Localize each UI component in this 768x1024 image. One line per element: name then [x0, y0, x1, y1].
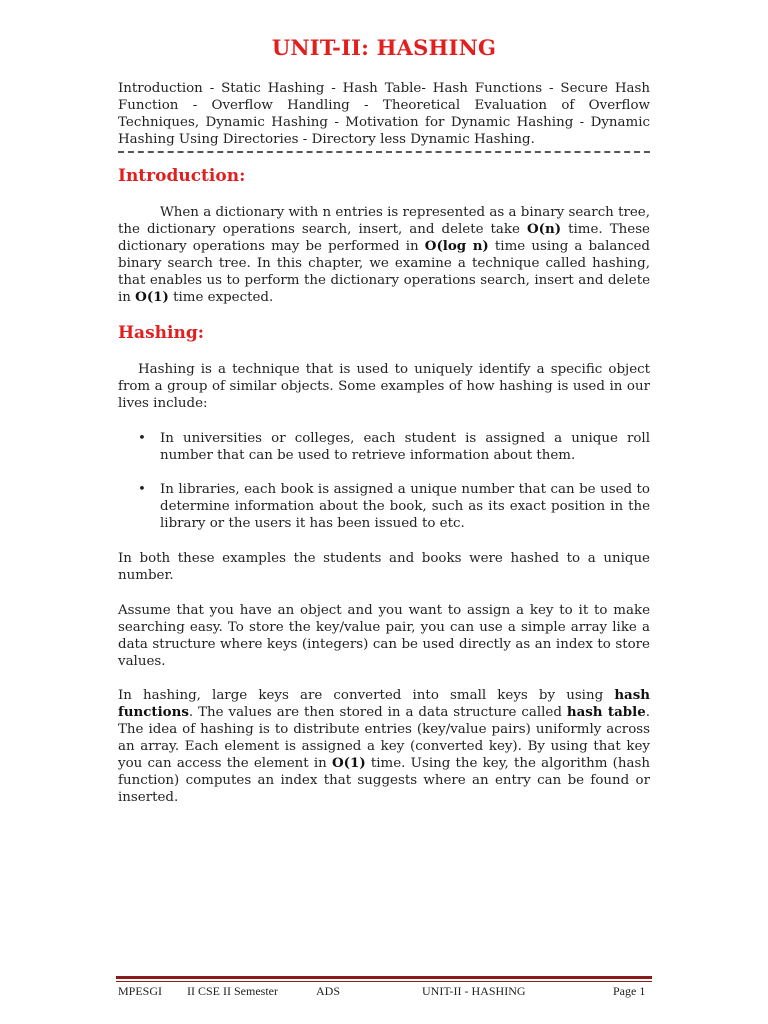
dashed-separator [118, 151, 650, 153]
intro-complexity-o1: O(1) [135, 289, 169, 305]
footer-page-number: Page 1 [613, 984, 646, 998]
page-title: UNIT-II: HASHING [271, 35, 497, 60]
hashing-paragraph-2: In both these examples the students and books were hashed to a unique number. [118, 551, 650, 583]
intro-complexity-on: O(n) [527, 221, 562, 237]
introduction-paragraph [118, 204, 650, 306]
hashing-text-4: time. Using the key, the algorithm (hash function) computes an index that suggests where an entry can be found or inserted. [118, 756, 650, 805]
footer-semester: II CSE II Semester [187, 984, 278, 998]
footer-rule-thick [116, 976, 652, 979]
hashing-intro-paragraph: Hashing is a technique that is used to uniquely identify a specific object from a group of similar objects. Some examples of how hashing is used in our lives include: [118, 362, 650, 411]
footer-unit: UNIT-II - HASHING [422, 984, 526, 998]
hashing-paragraph-3: Assume that you have an object and you want to assign a key to it to make searching easy. To store the key/value pair, you can use a simple array like a data structure where keys (integers) can be used directly as an index to store values. [118, 603, 650, 669]
introduction-heading: Introduction: [118, 166, 246, 186]
hashing-complexity-o1: O(1) [332, 755, 366, 771]
footer-subject: ADS [316, 984, 341, 998]
intro-text-1: When a dictionary with n entries is represented as a binary search tree, the dictionary operations search, insert, and delete take [118, 205, 650, 237]
term-hash-table: hash table [566, 704, 646, 720]
list-item-text: In universities or colleges, each student is assigned a unique roll number that can be used to retrieve information about them. [160, 431, 650, 463]
topics-paragraph: Introduction - Static Hashing - Hash Table- Hash Functions - Secure Hash Function - Overflow Handling - Theoretical Evaluation of Overflow Techniques, Dynamic Hashing - Motivation for Dynamic Hashing - Dynamic Hashing Using Directories - Directory less Dynamic Hashing. [118, 81, 650, 147]
intro-text-4: time expected. [168, 290, 274, 305]
list-item-text: In libraries, each book is assigned a unique number that can be used to determine information about the book, such as its exact position in the library or the users it has been issued to etc. [160, 482, 650, 531]
hashing-text-1: In hashing, large keys are converted into small keys by using [118, 688, 615, 703]
footer-rule-thin [116, 981, 652, 982]
bullet-icon: • [138, 482, 146, 497]
bullet-icon: • [138, 431, 146, 446]
intro-text-3: time using a balanced binary search tree. In this chapter, we examine a technique called hashing, that enables us to perform the dictionary operations search, insert and delete in [118, 239, 650, 305]
footer-institution: MPESGI [118, 984, 163, 998]
hashing-paragraph-4 [118, 687, 650, 806]
hashing-text-3: . The idea of hashing is to distribute entries (key/value pairs) uniformly across an array. Each element is assigned a key (converted key). By using that key you can access the element in [118, 705, 650, 771]
intro-text-2: time. These dictionary operations may be performed in [118, 222, 650, 254]
term-hash-functions: hash functions [118, 687, 650, 720]
intro-complexity-ologn: O(log n) [424, 238, 489, 254]
hashing-text-2: . The values are then stored in a data structure called [188, 705, 567, 720]
list-item [118, 481, 650, 532]
list-item [118, 430, 650, 464]
hashing-heading: Hashing: [118, 323, 204, 343]
hashing-examples-list [118, 430, 650, 532]
